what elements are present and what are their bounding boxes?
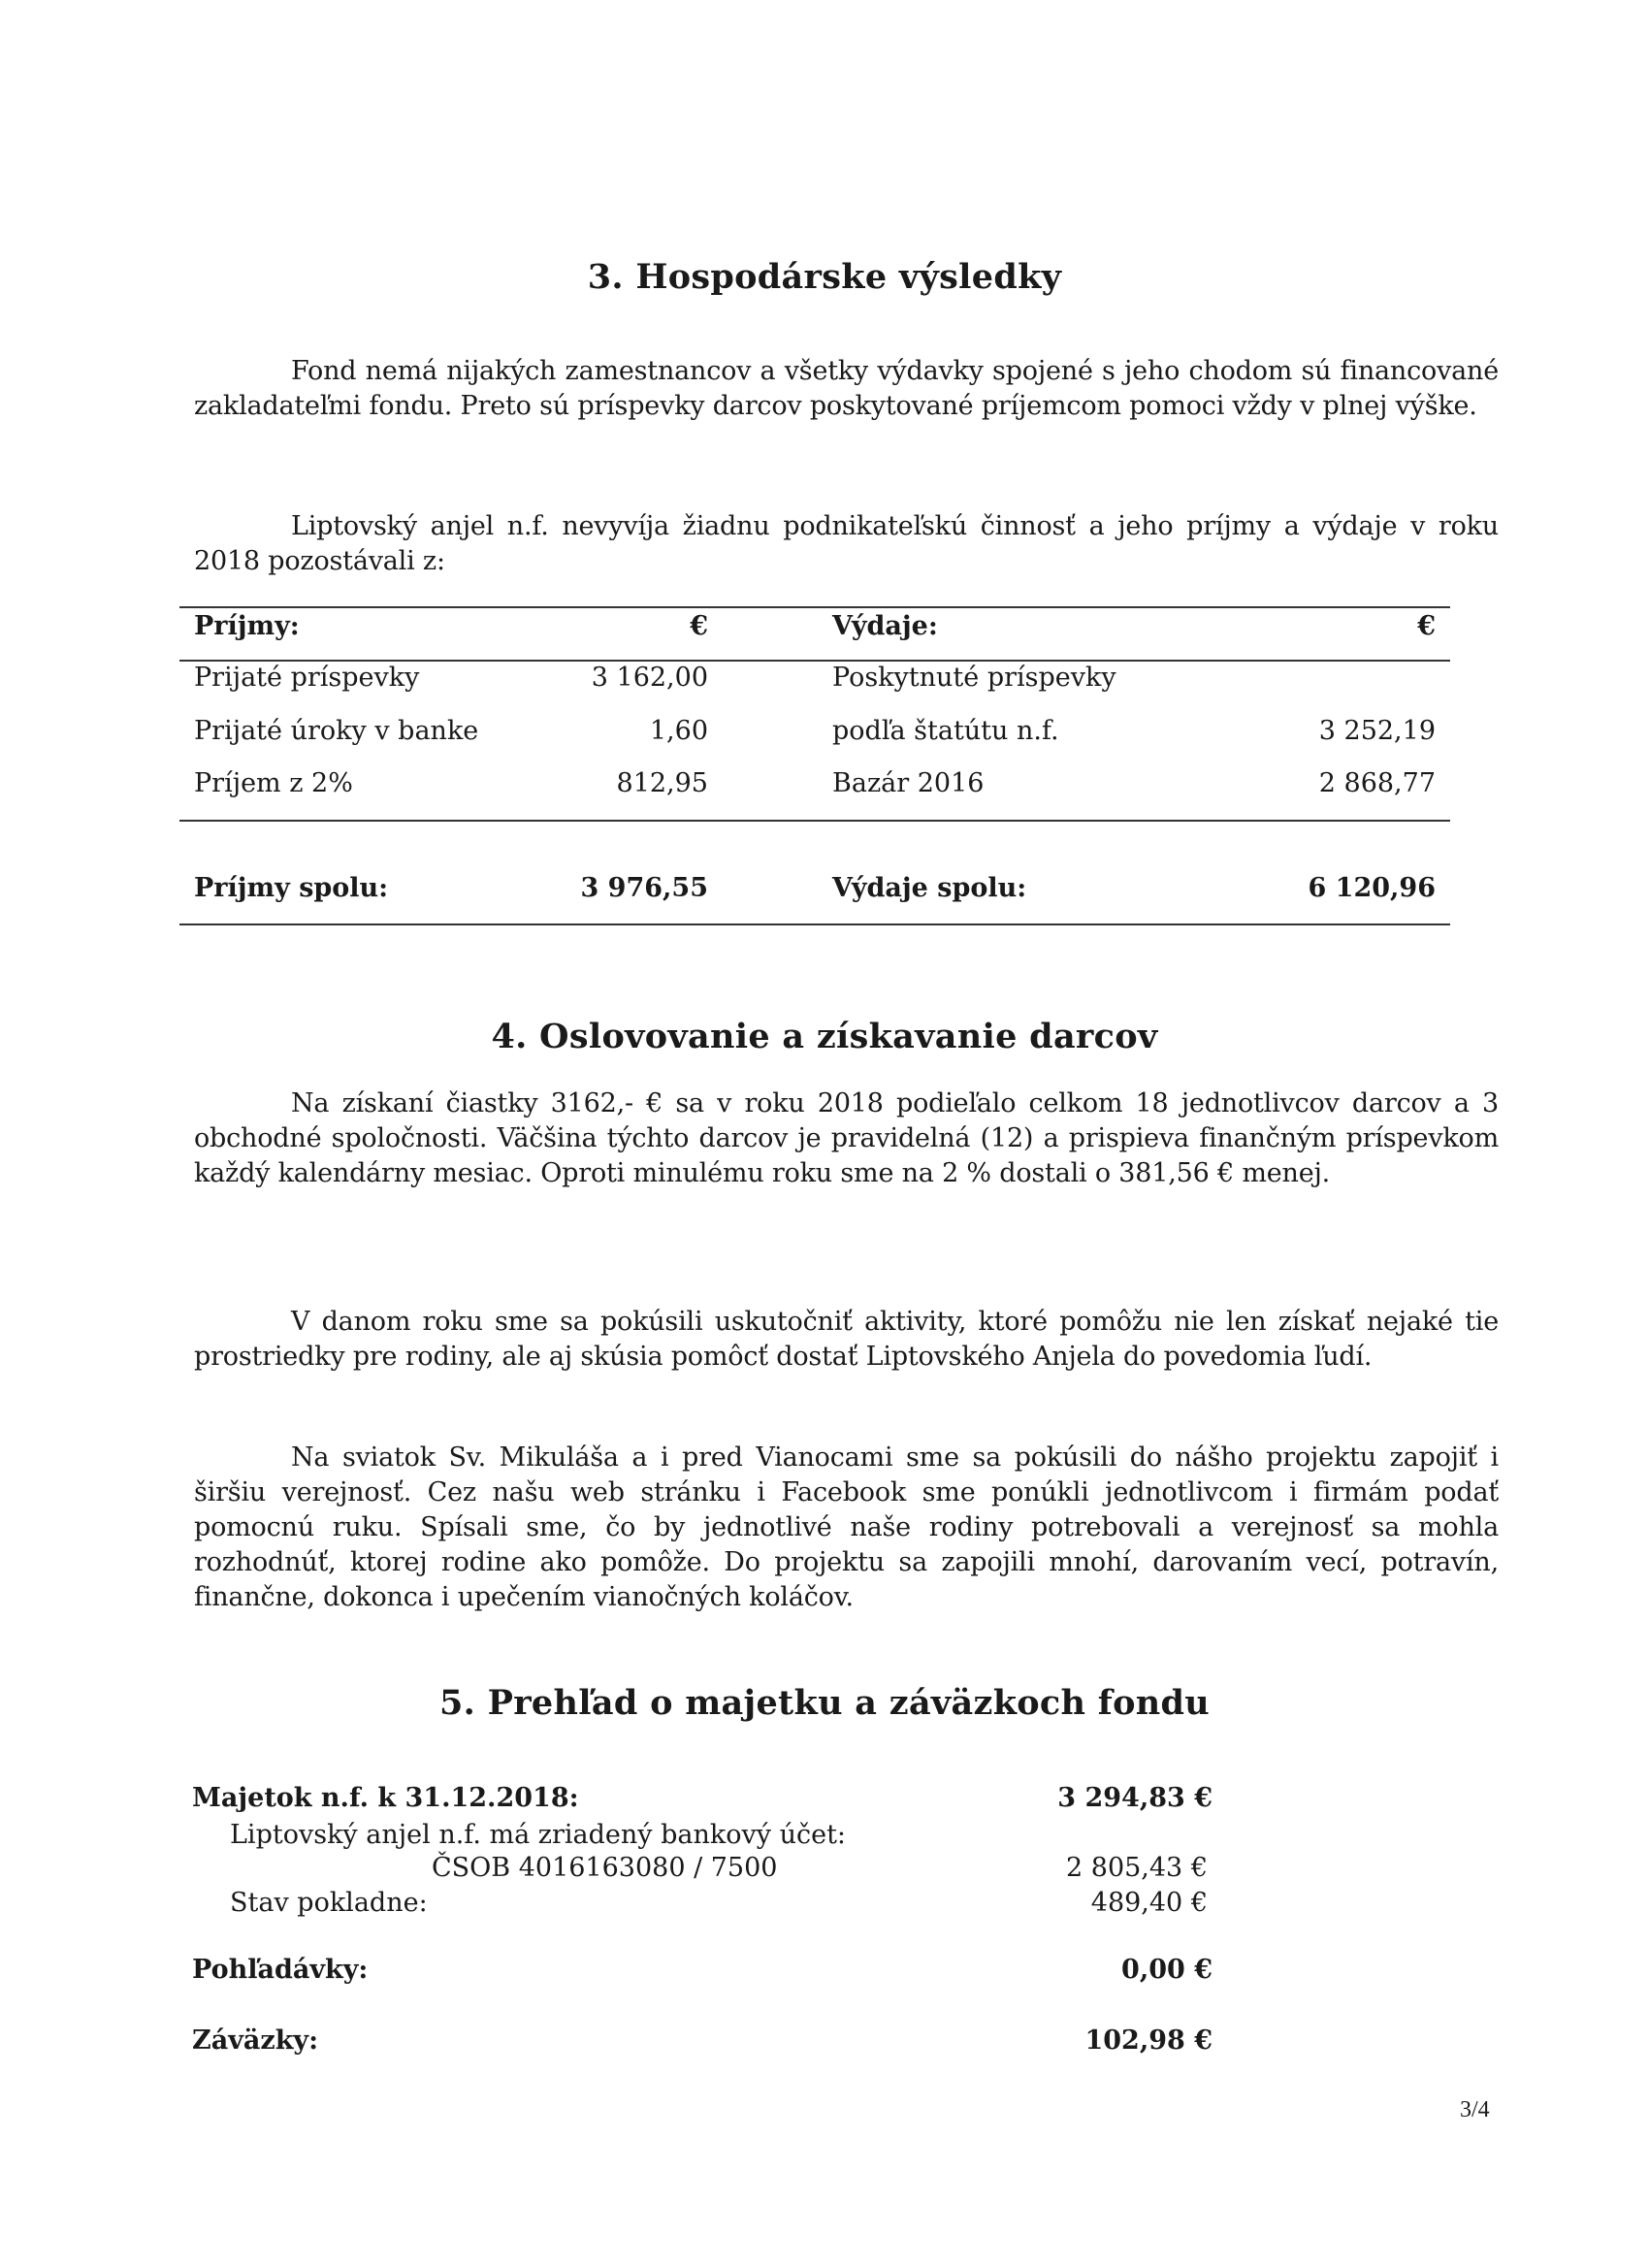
expense-total-label: Výdaje spolu:	[832, 873, 1027, 903]
receivables-label: Pohľadávky:	[192, 1955, 369, 1985]
section-3-title: 3. Hospodárske výsledky	[587, 257, 1062, 297]
expense-row-label: podľa štatútu n.f.	[832, 716, 1059, 746]
income-row-value: 1,60	[649, 716, 708, 746]
income-row-label: Príjem z 2%	[194, 768, 353, 798]
expense-row-value: 2 868,77	[1318, 768, 1436, 798]
bank-account-description: Liptovský anjel n.f. má zriadený bankový účet:	[230, 1820, 847, 1850]
paragraph-text: Na sviatok Sv. Mikuláša a i pred Vianocami sme sa pokúsili do nášho projektu zapojiť i širšiu verejnosť. Cez našu web stránku i Facebook sme ponúkli jednotlivcom i firmám podať pomocnú ruku. Spísali sme, čo by jednotlivé naše rodiny potrebovali a verejnosť sa mohla rozhodnúť, ktorej rodine ako pomôže. Do projektu sa zapojili mnohí, darovaním vecí, potravín, finančne, dokonca i upečením vianočných koláčov.	[194, 1442, 1499, 1612]
paragraph-text: Na získaní čiastky 3162,- € sa v roku 2018 podieľalo celkom 18 jednotlivcov darcov a 3 obchodné spoločnosti. Väčšina týchto darcov je pravidelná (12) a prispieva finančným príspevkom každý kalendárny mesiac. Oproti minulému roku sme na 2 % dostali o 381,56 € menej.	[194, 1088, 1499, 1188]
income-row-label: Prijaté úroky v banke	[194, 716, 479, 746]
expense-row-label: Bazár 2016	[832, 768, 985, 798]
section-4-paragraph-2	[194, 1305, 1499, 1375]
assets-label: Majetok n.f. k 31.12.2018:	[192, 1783, 579, 1813]
table-top-rule	[179, 606, 1450, 608]
section-5-title: 5. Prehľad o majetku a záväzkoch fondu	[438, 1683, 1211, 1723]
section-4-paragraph-1	[194, 1086, 1499, 1191]
table-body-rule	[179, 820, 1450, 822]
paragraph-text: Liptovský anjel n.f. nevyvíja žiadnu podnikateľskú činnosť a jeho príjmy a výdaje v roku 2018 pozostávali z:	[194, 511, 1499, 576]
bank-balance-value: 2 805,43 €	[1066, 1853, 1208, 1883]
expense-currency: €	[1417, 611, 1436, 641]
liabilities-label: Záväzky:	[192, 2025, 319, 2056]
expense-row-value: 3 252,19	[1318, 716, 1436, 746]
paragraph-text: V danom roku sme sa pokúsili uskutočniť aktivity, ktoré pomôžu nie len získať nejaké tie prostriedky pre rodiny, ale aj skúsia pomôcť dostať Liptovského Anjela do povedomia ľudí.	[194, 1307, 1499, 1372]
liabilities-value: 102,98 €	[1084, 2025, 1212, 2056]
expense-total-value: 6 120,96	[1308, 873, 1436, 903]
expense-row-label: Poskytnuté príspevky	[832, 663, 1116, 693]
cash-label: Stav pokladne:	[230, 1888, 428, 1918]
paragraph-text: Fond nemá nijakých zamestnancov a všetky výdavky spojené s jeho chodom sú financované zakladateľmi fondu. Preto sú príspevky darcov poskytované príjemcom pomoci vždy v plnej výške.	[194, 356, 1499, 421]
income-row-value: 3 162,00	[591, 663, 708, 693]
section-4-paragraph-3	[194, 1441, 1499, 1615]
income-total-value: 3 976,55	[580, 873, 708, 903]
bank-account-number: ČSOB 4016163080 / 7500	[432, 1853, 778, 1883]
section-3-paragraph-2	[194, 509, 1499, 579]
income-currency: €	[690, 611, 708, 641]
receivables-value: 0,00 €	[1121, 1955, 1212, 1985]
expense-header: Výdaje:	[832, 611, 938, 641]
income-header: Príjmy:	[194, 611, 300, 641]
page-number: 3/4	[1460, 2097, 1490, 2122]
table-bottom-rule	[179, 923, 1450, 925]
income-row-label: Prijaté príspevky	[194, 663, 420, 693]
section-3-paragraph-1	[194, 354, 1499, 424]
cash-value: 489,40 €	[1090, 1888, 1208, 1918]
assets-value: 3 294,83 €	[1057, 1783, 1212, 1813]
table-header-rule	[179, 660, 1450, 662]
section-4-title: 4. Oslovovanie a získavanie darcov	[491, 1017, 1158, 1056]
income-total-label: Príjmy spolu:	[194, 873, 389, 903]
income-row-value: 812,95	[616, 768, 708, 798]
